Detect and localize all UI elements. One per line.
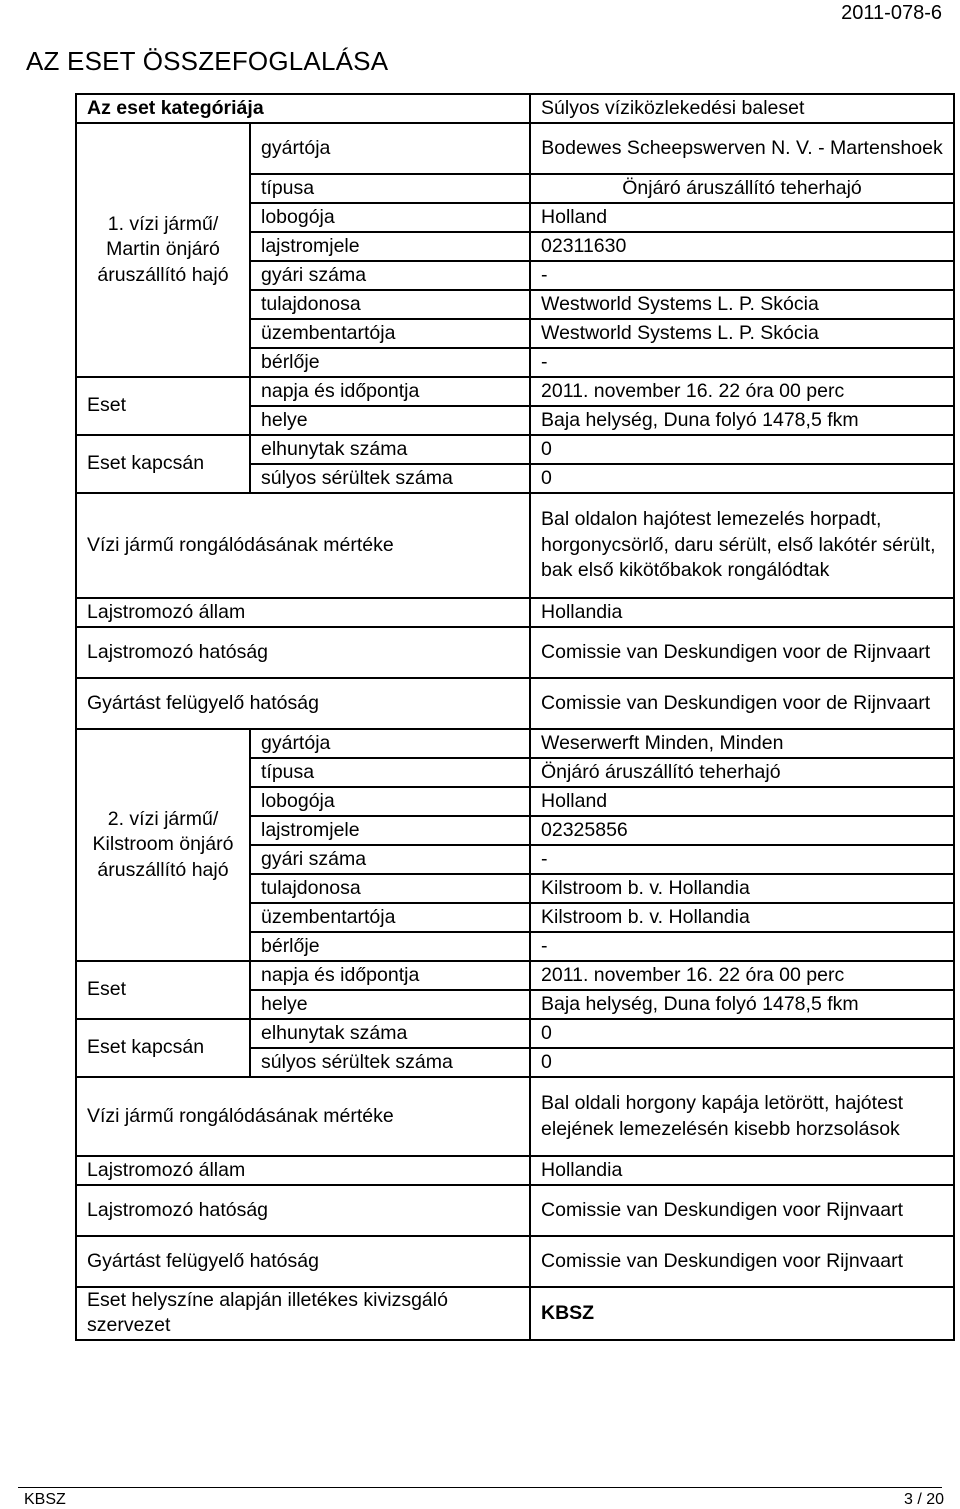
field-label: elhunytak száma [250, 1019, 530, 1048]
field-value: 0 [530, 435, 954, 464]
field-value: Holland [530, 203, 954, 232]
registering-authority-label: Lajstromozó hatóság [76, 627, 530, 678]
table-row [76, 435, 954, 464]
table-row [76, 1077, 954, 1156]
manufacturing-authority-label: Gyártást felügyelő hatóság [76, 1236, 530, 1287]
field-label: tulajdonosa [250, 290, 530, 319]
registering-state-value: Hollandia [530, 1156, 954, 1185]
damage-label: Vízi jármű rongálódásának mértéke [76, 1077, 530, 1156]
registering-authority-value: Comissie van Deskundigen voor de Rijnvaart [530, 627, 954, 678]
field-value: Kilstroom b. v. Hollandia [530, 903, 954, 932]
document-id: 2011-078-6 [841, 2, 942, 24]
field-value: - [530, 261, 954, 290]
field-label: lajstromjele [250, 232, 530, 261]
category-label: Az eset kategóriája [76, 94, 530, 123]
vessel-group-label: 1. vízi jármű/ Martin önjáró áruszállító hajó [76, 123, 250, 377]
field-label: helye [250, 406, 530, 435]
field-value: - [530, 845, 954, 874]
field-label: gyártója [250, 123, 530, 174]
field-label: bérlője [250, 348, 530, 377]
consequence-group-label: Eset kapcsán [76, 435, 250, 493]
field-value: 2011. november 16. 22 óra 00 perc [530, 377, 954, 406]
field-label: üzembentartója [250, 319, 530, 348]
field-label: gyári száma [250, 261, 530, 290]
field-value: Weserwerft Minden, Minden [530, 729, 954, 758]
field-value: 0 [530, 1048, 954, 1077]
registering-authority-label: Lajstromozó hatóság [76, 1185, 530, 1236]
table-row [76, 1156, 954, 1185]
manufacturing-authority-value: Comissie van Deskundigen voor Rijnvaart [530, 1236, 954, 1287]
table-row [76, 1185, 954, 1236]
manufacturing-authority-label: Gyártást felügyelő hatóság [76, 678, 530, 729]
footer-page-number: 3 / 20 [903, 1491, 944, 1508]
field-label: elhunytak száma [250, 435, 530, 464]
vessel-group-label: 2. vízi jármű/ Kilstroom önjáró áruszállító hajó [76, 729, 250, 961]
field-value: 02325856 [530, 816, 954, 845]
field-value: Holland [530, 787, 954, 816]
page-title: AZ ESET ÖSSZEFOGLALÁSA [26, 46, 389, 76]
investigator-value: KBSZ [530, 1287, 954, 1340]
field-value: Bodewes Scheepswerven N. V. - Martenshoek [530, 123, 954, 174]
field-label: lobogója [250, 203, 530, 232]
manufacturing-authority-value: Comissie van Deskundigen voor de Rijnvaart [530, 678, 954, 729]
table-row [76, 1236, 954, 1287]
field-label: típusa [250, 174, 530, 203]
field-value: - [530, 348, 954, 377]
field-value: Kilstroom b. v. Hollandia [530, 874, 954, 903]
summary-table [75, 93, 955, 1341]
field-label: gyártója [250, 729, 530, 758]
field-value: 2011. november 16. 22 óra 00 perc [530, 961, 954, 990]
table-row [76, 961, 954, 990]
footer-org: KBSZ [24, 1491, 66, 1508]
field-value: 0 [530, 464, 954, 493]
registering-authority-value: Comissie van Deskundigen voor Rijnvaart [530, 1185, 954, 1236]
field-label: napja és időpontja [250, 377, 530, 406]
registering-state-label: Lajstromozó állam [76, 1156, 530, 1185]
table-row [76, 598, 954, 627]
field-value: 0 [530, 1019, 954, 1048]
table-row [76, 729, 954, 758]
damage-value: Bal oldalon hajótest lemezelés horpadt, horgonycsörlő, daru sérült, első lakótér sérült, bak első kikötőbakok rongálódtak [530, 493, 954, 598]
category-value: Súlyos víziközlekedési baleset [530, 94, 954, 123]
table-row [76, 1019, 954, 1048]
damage-value: Bal oldali horgony kapája letörött, hajótest elejének lemezelésén kisebb horzsolások [530, 1077, 954, 1156]
damage-label: Vízi jármű rongálódásának mértéke [76, 493, 530, 598]
field-value: Önjáró áruszállító teherhajó [530, 758, 954, 787]
field-label: üzembentartója [250, 903, 530, 932]
footer-divider [18, 1487, 942, 1488]
field-label: lobogója [250, 787, 530, 816]
field-label: lajstromjele [250, 816, 530, 845]
field-value: 02311630 [530, 232, 954, 261]
registering-state-label: Lajstromozó állam [76, 598, 530, 627]
table-row [76, 123, 954, 174]
field-label: súlyos sérültek száma [250, 464, 530, 493]
table-row [76, 493, 954, 598]
table-row [76, 1287, 954, 1340]
field-value: Önjáró áruszállító teherhajó [530, 174, 954, 203]
registering-state-value: Hollandia [530, 598, 954, 627]
field-value: - [530, 932, 954, 961]
consequence-group-label: Eset kapcsán [76, 1019, 250, 1077]
field-label: tulajdonosa [250, 874, 530, 903]
field-value: Westworld Systems L. P. Skócia [530, 290, 954, 319]
field-value: Baja helység, Duna folyó 1478,5 fkm [530, 406, 954, 435]
field-value: Westworld Systems L. P. Skócia [530, 319, 954, 348]
field-value: Baja helység, Duna folyó 1478,5 fkm [530, 990, 954, 1019]
table-row [76, 94, 954, 123]
field-label: napja és időpontja [250, 961, 530, 990]
event-group-label: Eset [76, 377, 250, 435]
field-label: bérlője [250, 932, 530, 961]
table-row [76, 377, 954, 406]
field-label: helye [250, 990, 530, 1019]
event-group-label: Eset [76, 961, 250, 1019]
investigator-label: Eset helyszíne alapján illetékes kivizsgáló szervezet [76, 1287, 530, 1340]
table-row [76, 627, 954, 678]
field-label: típusa [250, 758, 530, 787]
field-label: gyári száma [250, 845, 530, 874]
table-row [76, 678, 954, 729]
field-label: súlyos sérültek száma [250, 1048, 530, 1077]
